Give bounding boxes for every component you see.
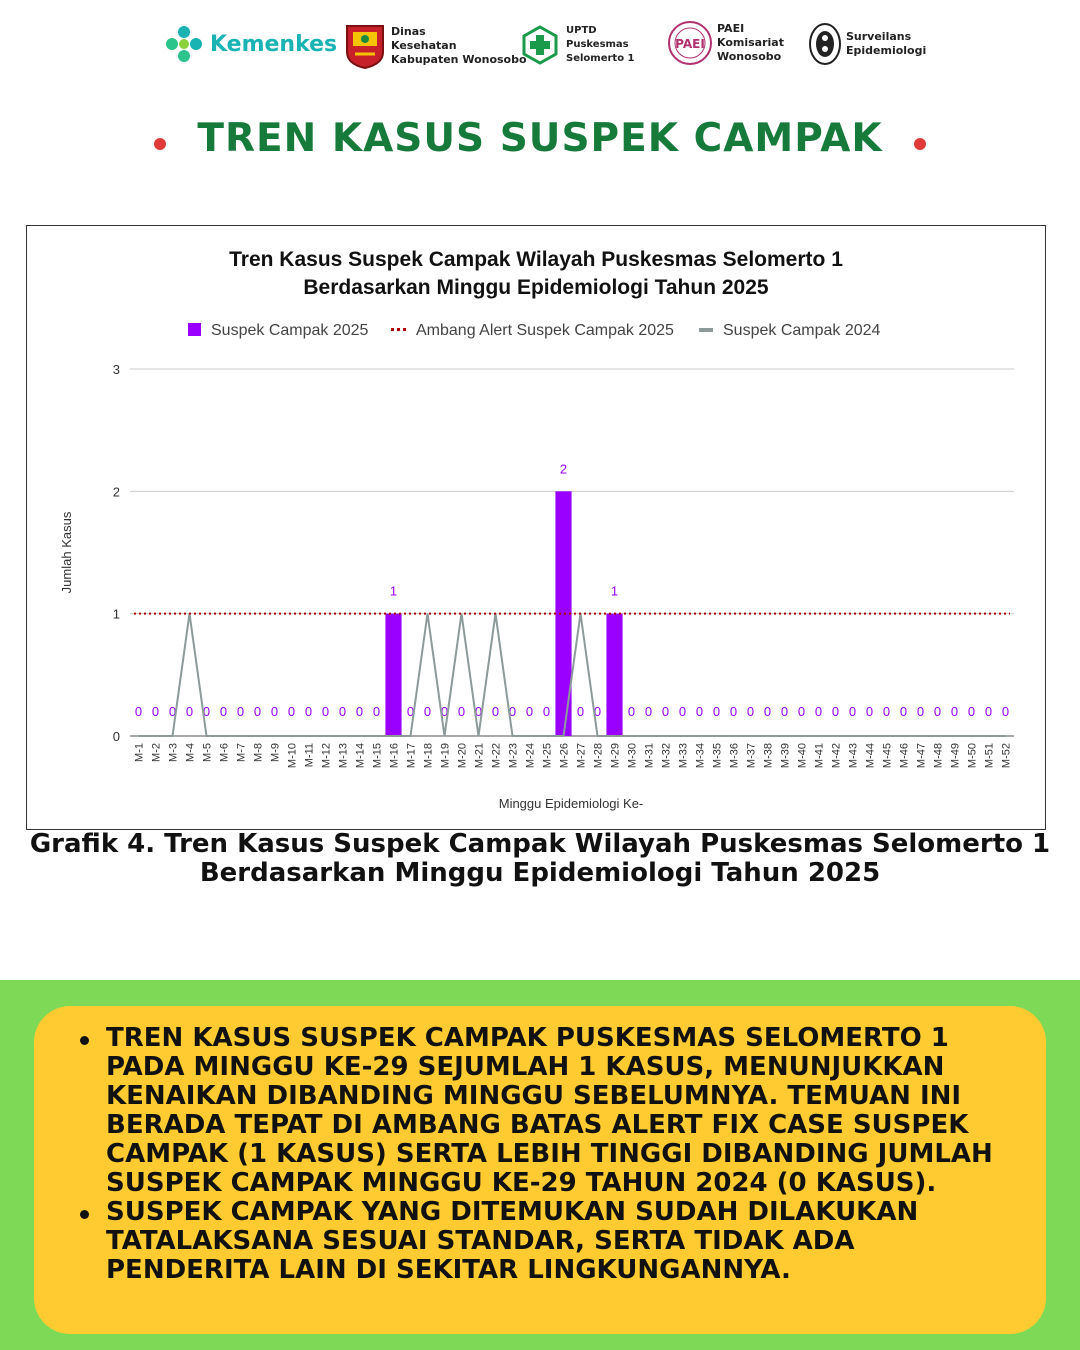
y-tick-label: 3 xyxy=(112,362,120,377)
data-label: 0 xyxy=(882,704,891,719)
x-tick-label: M-12 xyxy=(320,743,333,769)
surveilans-logo xyxy=(808,22,926,66)
x-tick-label: M-9 xyxy=(269,743,282,762)
data-label: 0 xyxy=(746,704,755,719)
y-tick-label: 0 xyxy=(112,729,120,744)
data-label: 0 xyxy=(780,704,789,719)
x-tick-label: M-38 xyxy=(762,743,775,769)
x-tick-label: M-46 xyxy=(898,743,911,769)
bar xyxy=(385,614,401,736)
x-tick-label: M-14 xyxy=(354,743,367,769)
bar xyxy=(606,614,622,736)
data-label: 0 xyxy=(712,704,721,719)
data-label: 0 xyxy=(831,704,840,719)
dinas-logo xyxy=(343,22,527,70)
data-label: 0 xyxy=(423,704,432,719)
summary-bullet: TREN KASUS SUSPEK CAMPAK PUSKESMAS SELOMERTO 1 PADA MINGGU KE-29 SEJUMLAH 1 KASUS, MENUNJUKKAN KENAIKAN DIBANDING MINGGU SEBELUMNYA. TEMUAN INI BERADA TEPAT DI AMBANG BATAS ALERT FIX CASE SUSPEK CAMPAK (1 KASUS) SERTA LEBIH TINGGI DIBANDING JUMLAH SUSPEK CAMPAK MINGGU KE-29 TAHUN 2024 (0 KASUS). xyxy=(106,1024,1006,1198)
data-label: 0 xyxy=(644,704,653,719)
summary-card xyxy=(34,1006,1046,1334)
x-tick-label: M-33 xyxy=(677,743,690,769)
data-label: 0 xyxy=(984,704,993,719)
x-tick-label: M-1 xyxy=(133,743,146,762)
x-axis-label: Minggu Epidemiologi Ke- xyxy=(498,796,644,811)
x-tick-label: M-26 xyxy=(558,743,571,769)
data-label: 0 xyxy=(168,704,177,719)
puskesmas-cross-icon xyxy=(520,25,560,65)
data-label: 0 xyxy=(848,704,857,719)
x-tick-label: M-45 xyxy=(881,743,894,769)
data-label: 0 xyxy=(542,704,551,719)
paei-text: PAEI Komisariat Wonosobo xyxy=(717,22,784,63)
paei-logo xyxy=(667,20,784,66)
x-tick-label: M-44 xyxy=(864,743,877,769)
kemenkes-logo xyxy=(164,24,337,64)
headline-text: TREN KASUS SUSPEK CAMPAK xyxy=(197,116,883,161)
x-tick-label: M-8 xyxy=(252,743,265,762)
data-label: 2 xyxy=(559,461,568,477)
data-label: 0 xyxy=(287,704,296,719)
legend-swatch-dot xyxy=(391,328,394,331)
legend-swatch-dot xyxy=(403,328,406,331)
data-label: 0 xyxy=(185,704,194,719)
legend-swatch-line xyxy=(699,328,713,332)
data-label: 0 xyxy=(593,704,602,719)
summary-list xyxy=(106,1024,1006,1285)
series-line-2024 xyxy=(139,614,1006,736)
x-tick-label: M-39 xyxy=(779,743,792,769)
x-tick-label: M-40 xyxy=(796,743,809,769)
data-label: 0 xyxy=(491,704,500,719)
x-tick-label: M-13 xyxy=(337,743,350,769)
data-label: 0 xyxy=(219,704,228,719)
data-label: 0 xyxy=(525,704,534,719)
y-axis-label: Jumlah Kasus xyxy=(59,511,74,594)
svg-text:PAEI: PAEI xyxy=(675,37,705,51)
kemenkes-wordmark: Kemenkes xyxy=(210,31,338,57)
x-tick-label: M-24 xyxy=(524,743,537,769)
x-tick-label: M-47 xyxy=(915,743,928,769)
data-label: 0 xyxy=(134,704,143,719)
x-tick-label: M-31 xyxy=(643,743,656,769)
x-tick-label: M-21 xyxy=(473,743,486,769)
data-label: 0 xyxy=(457,704,466,719)
kemenkes-flower-icon xyxy=(164,24,204,64)
x-tick-label: M-11 xyxy=(303,743,316,768)
data-label: 0 xyxy=(440,704,449,719)
data-label: 0 xyxy=(899,704,908,719)
headline-dot-right xyxy=(914,138,926,150)
x-tick-label: M-37 xyxy=(745,743,758,769)
x-tick-label: M-20 xyxy=(456,743,469,769)
data-label: 0 xyxy=(321,704,330,719)
y-tick-label: 1 xyxy=(112,606,120,622)
x-tick-label: M-51 xyxy=(983,743,996,769)
x-tick-label: M-50 xyxy=(966,743,979,769)
data-label: 0 xyxy=(865,704,874,719)
x-tick-label: M-36 xyxy=(728,743,741,769)
surveilans-seal-icon xyxy=(808,22,842,66)
wonosobo-crest-icon xyxy=(343,22,387,70)
x-tick-label: M-29 xyxy=(609,743,622,769)
x-tick-label: M-48 xyxy=(932,743,945,769)
data-label: 1 xyxy=(389,583,398,599)
x-tick-label: M-4 xyxy=(184,743,197,762)
trend-chart xyxy=(27,226,1045,829)
x-tick-label: M-30 xyxy=(626,743,639,769)
summary-bullet: SUSPEK CAMPAK YANG DITEMUKAN SUDAH DILAKUKAN TATALAKSANA SESUAI STANDAR, SERTA TIDAK ADA PENDERITA LAIN DI SEKITAR LINGKUNGANNYA. xyxy=(106,1198,1006,1285)
x-tick-label: M-18 xyxy=(422,743,435,769)
x-tick-label: M-23 xyxy=(507,743,520,769)
data-label: 0 xyxy=(406,704,415,719)
y-tick-label: 2 xyxy=(112,484,120,500)
surveilans-text: Surveilans Epidemiologi xyxy=(846,30,927,57)
data-label: 0 xyxy=(661,704,670,719)
x-tick-label: M-28 xyxy=(592,743,605,769)
data-label: 0 xyxy=(814,704,823,719)
x-tick-label: M-19 xyxy=(439,743,452,769)
data-label: 0 xyxy=(678,704,687,719)
data-label: 0 xyxy=(950,704,959,719)
data-label: 1 xyxy=(610,583,619,599)
data-label: 0 xyxy=(270,704,279,719)
logo-row xyxy=(0,18,1080,78)
dinas-text: Dinas Kesehatan Kabupaten Wonosobo xyxy=(391,25,527,66)
data-label: 0 xyxy=(508,704,517,719)
x-tick-label: M-25 xyxy=(541,743,554,769)
x-tick-label: M-49 xyxy=(949,743,962,769)
x-tick-label: M-2 xyxy=(150,743,163,762)
data-label: 0 xyxy=(933,704,942,719)
data-label: 0 xyxy=(253,704,262,719)
data-label: 0 xyxy=(729,704,738,719)
data-label: 0 xyxy=(151,704,160,719)
x-tick-label: M-34 xyxy=(694,743,707,769)
legend-label: Suspek Campak 2024 xyxy=(723,322,881,339)
x-tick-label: M-6 xyxy=(218,743,231,762)
x-tick-label: M-5 xyxy=(201,743,214,762)
x-tick-label: M-42 xyxy=(830,743,843,769)
uptd-logo xyxy=(520,24,635,66)
data-label: 0 xyxy=(916,704,925,719)
chart-caption: Grafik 4. Tren Kasus Suspek Campak Wilayah Puskesmas Selomerto 1 Berdasarkan Minggu Epidemiologi Tahun 2025 xyxy=(29,829,1051,888)
data-label: 0 xyxy=(236,704,245,719)
data-label: 0 xyxy=(202,704,211,719)
data-label: 0 xyxy=(372,704,381,719)
x-tick-label: M-22 xyxy=(490,743,503,769)
uptd-text: UPTD Puskesmas Selomerto 1 xyxy=(566,25,635,64)
chart-frame xyxy=(26,225,1046,830)
data-label: 0 xyxy=(355,704,364,719)
data-label: 0 xyxy=(576,704,585,719)
x-tick-label: M-35 xyxy=(711,743,724,769)
x-tick-label: M-7 xyxy=(235,743,248,762)
data-label: 0 xyxy=(474,704,483,719)
legend-swatch-dot xyxy=(397,328,400,331)
x-tick-label: M-15 xyxy=(371,743,384,769)
x-tick-label: M-41 xyxy=(813,743,826,769)
data-label: 0 xyxy=(695,704,704,719)
data-label: 0 xyxy=(1001,704,1010,719)
data-label: 0 xyxy=(763,704,772,719)
data-label: 0 xyxy=(304,704,313,719)
data-label: 0 xyxy=(797,704,806,719)
x-tick-label: M-10 xyxy=(286,743,299,769)
legend-swatch-bar xyxy=(188,323,201,336)
data-label: 0 xyxy=(338,704,347,719)
chart-title: Tren Kasus Suspek Campak Wilayah Puskesmas Selomerto 1 xyxy=(229,248,843,271)
x-tick-label: M-43 xyxy=(847,743,860,769)
data-label: 0 xyxy=(627,704,636,719)
x-tick-label: M-3 xyxy=(167,743,180,762)
x-tick-label: M-27 xyxy=(575,743,588,769)
x-tick-label: M-16 xyxy=(388,743,401,769)
paei-seal-icon xyxy=(667,20,713,66)
x-tick-label: M-17 xyxy=(405,743,418,769)
chart-subtitle: Berdasarkan Minggu Epidemiologi Tahun 2025 xyxy=(303,276,769,299)
x-tick-label: M-32 xyxy=(660,743,673,769)
data-label: 0 xyxy=(967,704,976,719)
x-tick-label: M-52 xyxy=(1000,743,1013,769)
legend-label: Suspek Campak 2025 xyxy=(211,322,369,339)
legend-label: Ambang Alert Suspek Campak 2025 xyxy=(416,322,674,339)
